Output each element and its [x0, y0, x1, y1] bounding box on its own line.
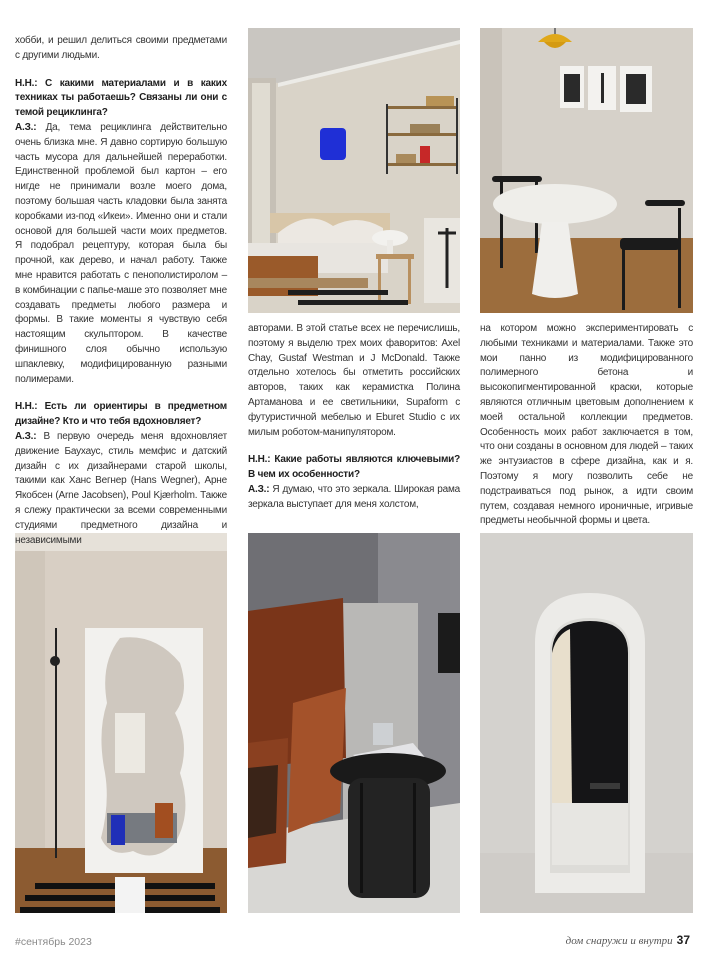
issue-date: #сентябрь 2023	[15, 936, 92, 948]
white-table	[493, 184, 617, 224]
question-1	[15, 77, 227, 121]
question-3	[248, 453, 460, 483]
interviewer-label: Н.Н.:	[248, 454, 271, 466]
page-footer	[566, 933, 690, 947]
question-text: Какие работы являются ключевыми? В чем их особенности?	[248, 454, 460, 481]
photo-side-table	[248, 533, 460, 913]
continued-paragraph: на котором можно экспериментировать с любыми техниками и материалами. Также это мои панно из модифицированного полимерного бетона и высокопигментированной краски, которые являются отличным цветовым дополнением к моей остальной коллекции предметов. Особенность моих работ заключается в том, что они созданы в основном для людей – таких же энтузиастов в сфере дизайна, как и я. Поэтому я могу позволить себе не подстраиваться под рынок, а идти своим путем, создавая немного ироничные, игривые предметы необычной формы и цвета.	[480, 323, 693, 527]
respondent-label: А.З.:	[15, 430, 37, 442]
interviewer-label: Н.Н.:	[15, 401, 38, 413]
photo-arch-mirror	[480, 533, 693, 913]
article-column-1	[15, 34, 227, 548]
respondent-label: А.З.:	[15, 121, 37, 133]
answer-text: Я думаю, что это зеркала. Широкая рама зеркала выступает для меня холстом,	[248, 483, 460, 510]
page-number: 37	[676, 933, 690, 947]
intro-paragraph: хобби, и решил делиться своими предметами с другими людьми.	[15, 35, 227, 61]
magazine-name: дом снаружи и внутри	[565, 935, 673, 947]
photo-wavy-mirror	[15, 533, 227, 913]
interviewer-label: Н.Н.:	[15, 77, 38, 89]
article-column-2	[248, 322, 460, 513]
photo-bedroom	[248, 28, 460, 313]
question-text: С какими материалами и в каких техниках ты работаешь? Связаны ли они с темой рециклинга?	[15, 77, 227, 119]
continued-paragraph: авторами. В этой статье всех не перечислишь, поэтому я выделю трех моих фаворитов: Axel Chay, Gustaf Westman и J McDonald. Также отдельно хотелось бы отметить российских авторов, таких как керамистка Полина Артаманова и ее светильники, Supaform с футуристичной мебелью и Eburet Studio с их милым роботом-манипулятором.	[248, 323, 460, 438]
question-2	[15, 400, 227, 430]
answer-text: Да, тема рециклинга действительно очень близка мне. Я давно сортирую большую часть мусора для дальнейшей переработки. Единственной проблемой был картон – его нигде не принимали возле моего дома, поэтому большая часть кладовки была занята коробками из-под «Икеи». Именно они и стали основой для большей части моих предметов. Я подобрал рецептуру, которая была бы прочной, как дерево, и начал работу. Также мне нравится работать с пенополистиролом – в комбинации с папье-маше это позволяет мне создавать предметы любого размера и формы. В такие моменты я чувствую себя настоящим скульптором. В качестве финишного слоя обычно использую шпаклевку, модифицированную разными полимерами.	[15, 121, 227, 385]
photo-dining	[480, 28, 693, 313]
respondent-label: А.З.:	[248, 483, 270, 495]
answer-1	[15, 121, 227, 387]
answer-text: В первую очередь меня вдохновляет движение Баухаус, стиль мемфис и датский дизайн с их дизайнерами старой школы, такими как Ханс Вегнер (Hans Wegner), Арне Якобсен (Arne Jacobsen), Poul Kjærholm. Также я слежу практически за всеми современными студиями предметного дизайна и независимыми	[15, 430, 227, 546]
wall-panels	[560, 66, 652, 112]
blue-sculpture	[320, 128, 346, 160]
answer-2	[15, 430, 227, 548]
answer-3	[248, 483, 460, 513]
question-text: Есть ли ориентиры в предметном дизайне? Кто и что тебя вдохновляет?	[15, 401, 227, 428]
article-column-3	[480, 322, 693, 529]
